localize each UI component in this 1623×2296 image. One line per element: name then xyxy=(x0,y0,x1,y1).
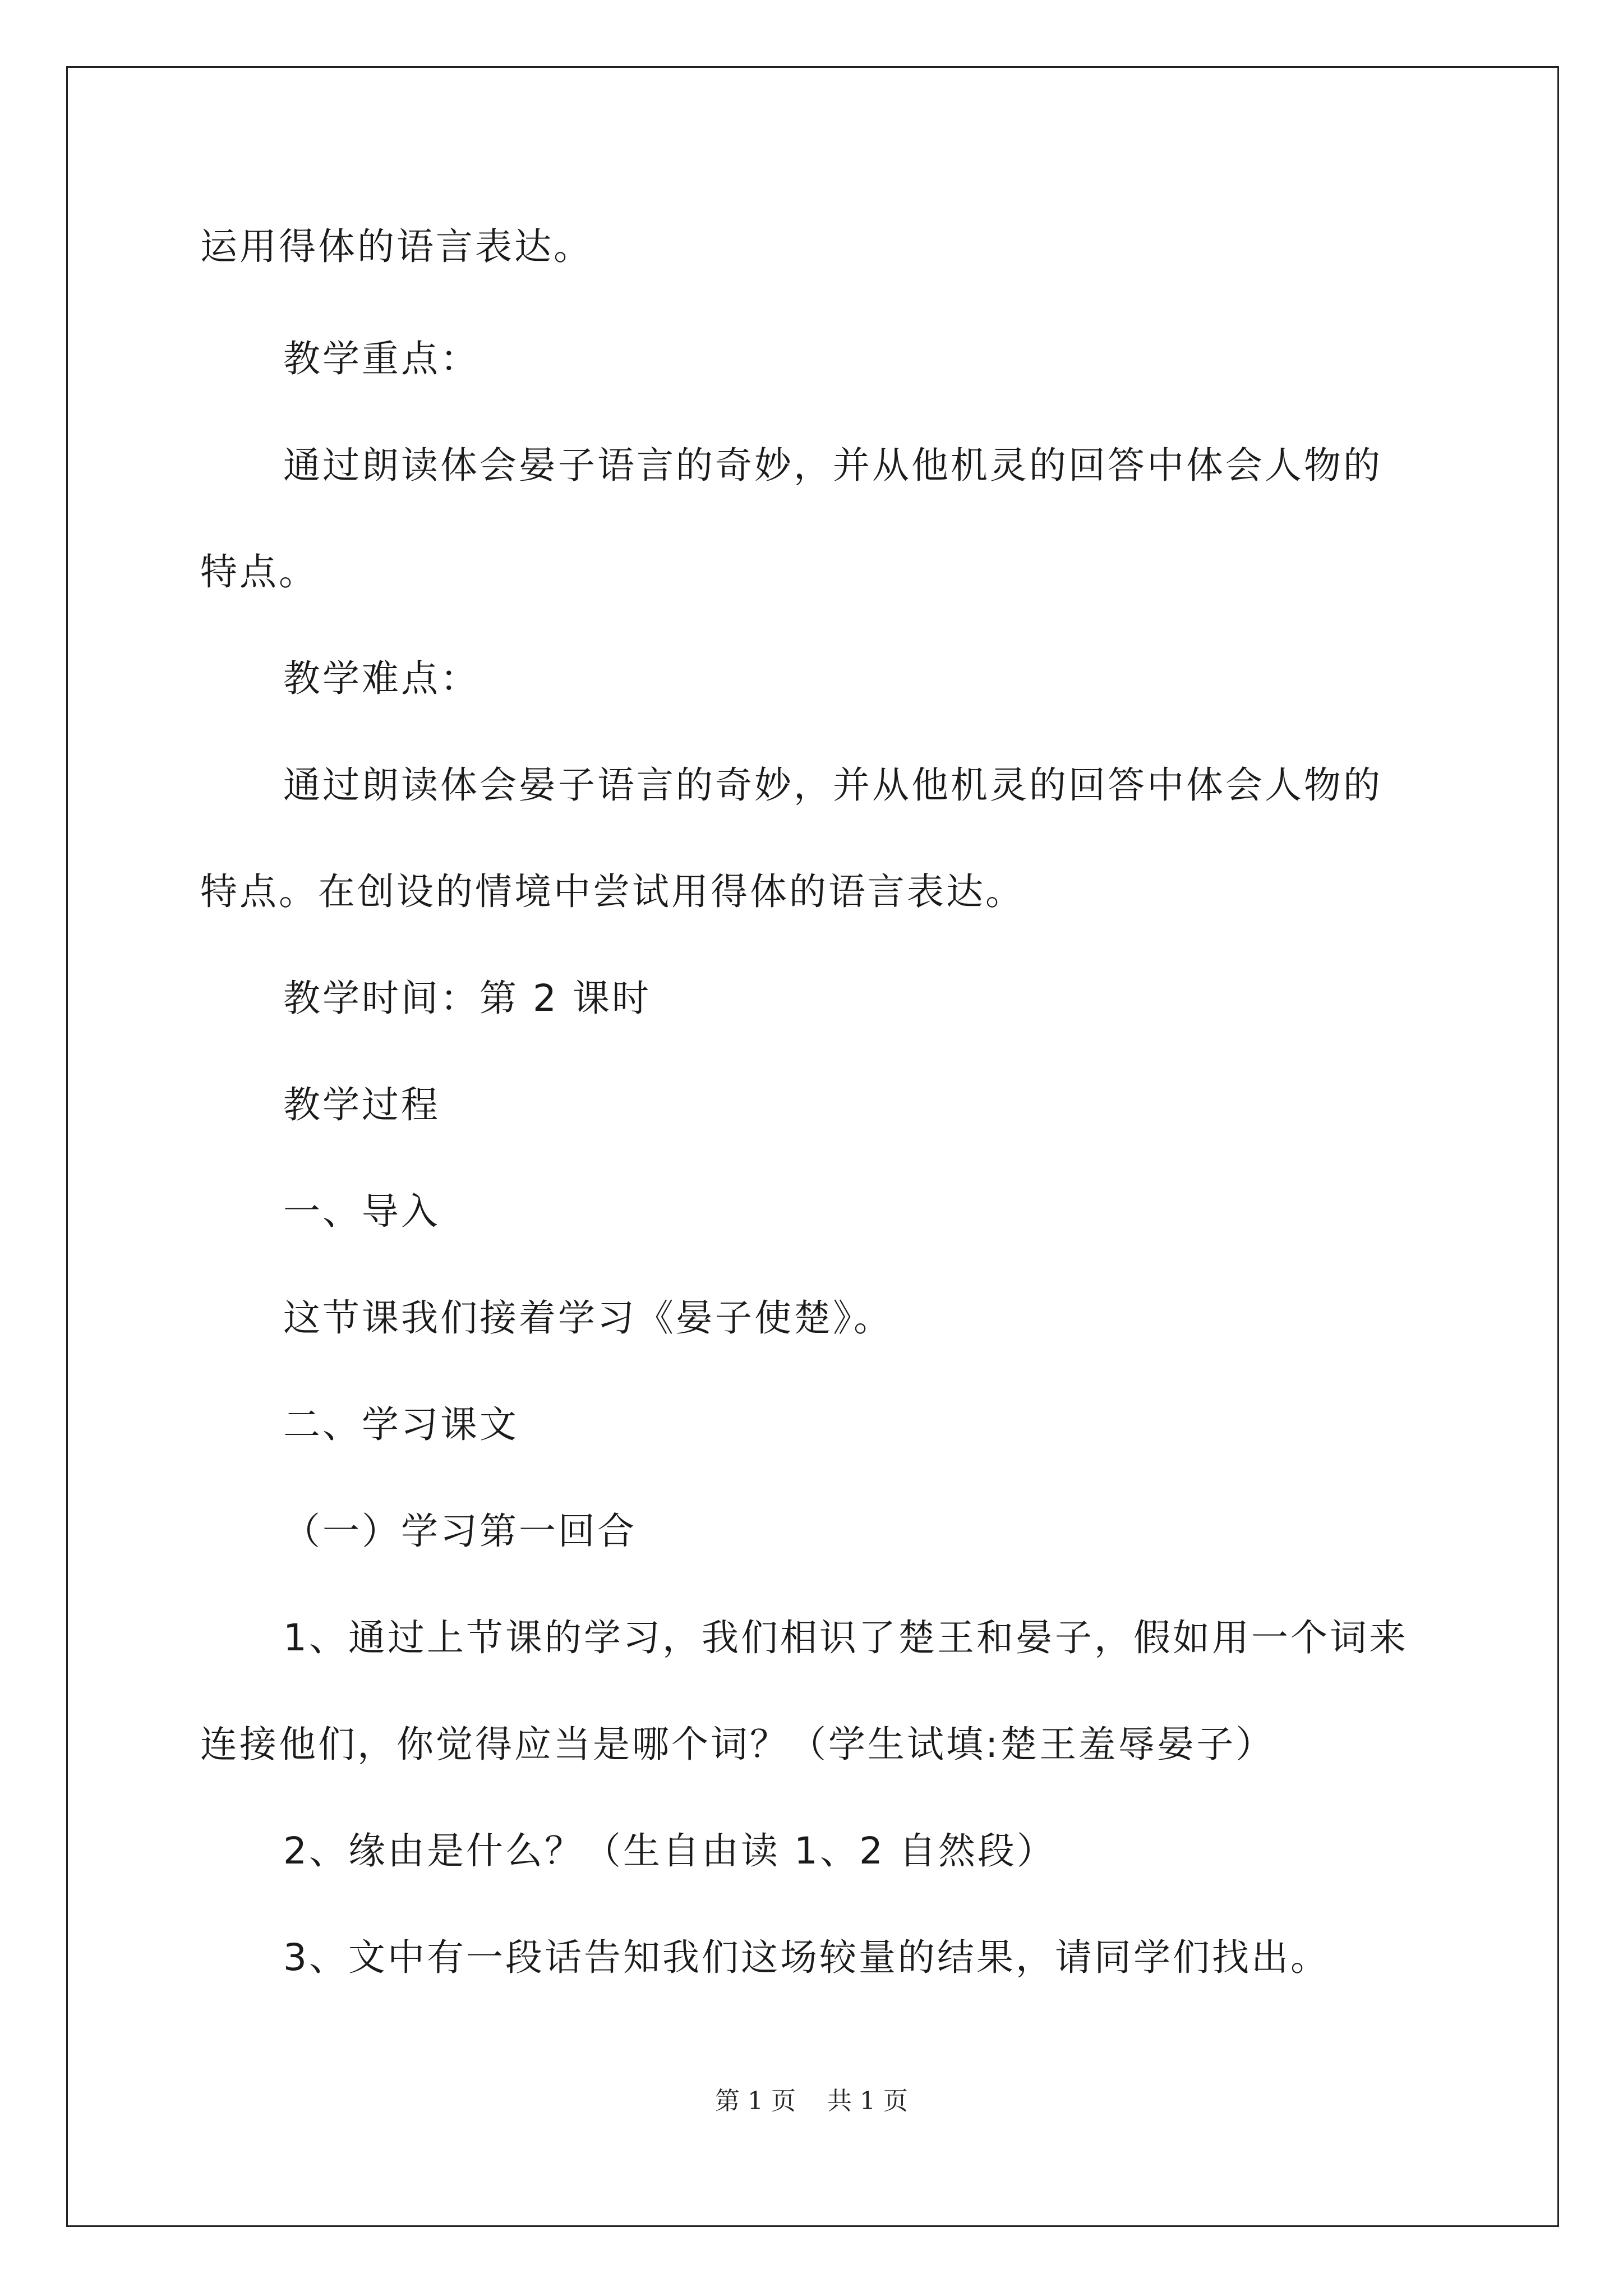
text-line-10: 一、导入 xyxy=(283,1190,440,1233)
text-line-8: 教学时间：第 2 课时 xyxy=(283,977,651,1020)
text-line-5: 教学难点： xyxy=(283,657,479,700)
text-line-9: 教学过程 xyxy=(283,1083,440,1126)
text-line-17: 3、文中有一段话告知我们这场较量的结果，请同学们找出。 xyxy=(283,1936,1330,1979)
text-line-7: 特点。在创设的情境中尝试用得体的语言表达。 xyxy=(200,870,1025,913)
text-line-11: 这节课我们接着学习《晏子使楚》。 xyxy=(283,1296,893,1340)
text-line-12: 二、学习课文 xyxy=(283,1403,519,1446)
text-line-3: 通过朗读体会晏子语言的奇妙，并从他机灵的回答中体会人物的 xyxy=(283,444,1382,487)
text-line-4: 特点。 xyxy=(200,550,318,593)
text-line-1: 运用得体的语言表达。 xyxy=(200,225,593,268)
text-line-16: 2、缘由是什么？（生自由读 1、2 自然段） xyxy=(283,1829,1056,1872)
text-line-13: （一）学习第一回合 xyxy=(283,1510,637,1553)
text-line-2: 教学重点： xyxy=(283,337,479,380)
text-line-14: 1、通过上节课的学习，我们相识了楚王和晏子，假如用一个词来 xyxy=(283,1616,1408,1659)
page-footer: 第 1 页 共 1 页 xyxy=(715,2087,908,2115)
page-border xyxy=(66,66,1559,2227)
text-line-6: 通过朗读体会晏子语言的奇妙，并从他机灵的回答中体会人物的 xyxy=(283,763,1382,807)
text-line-15: 连接他们，你觉得应当是哪个词？（学生试填:楚王羞辱晏子） xyxy=(200,1723,1275,1766)
